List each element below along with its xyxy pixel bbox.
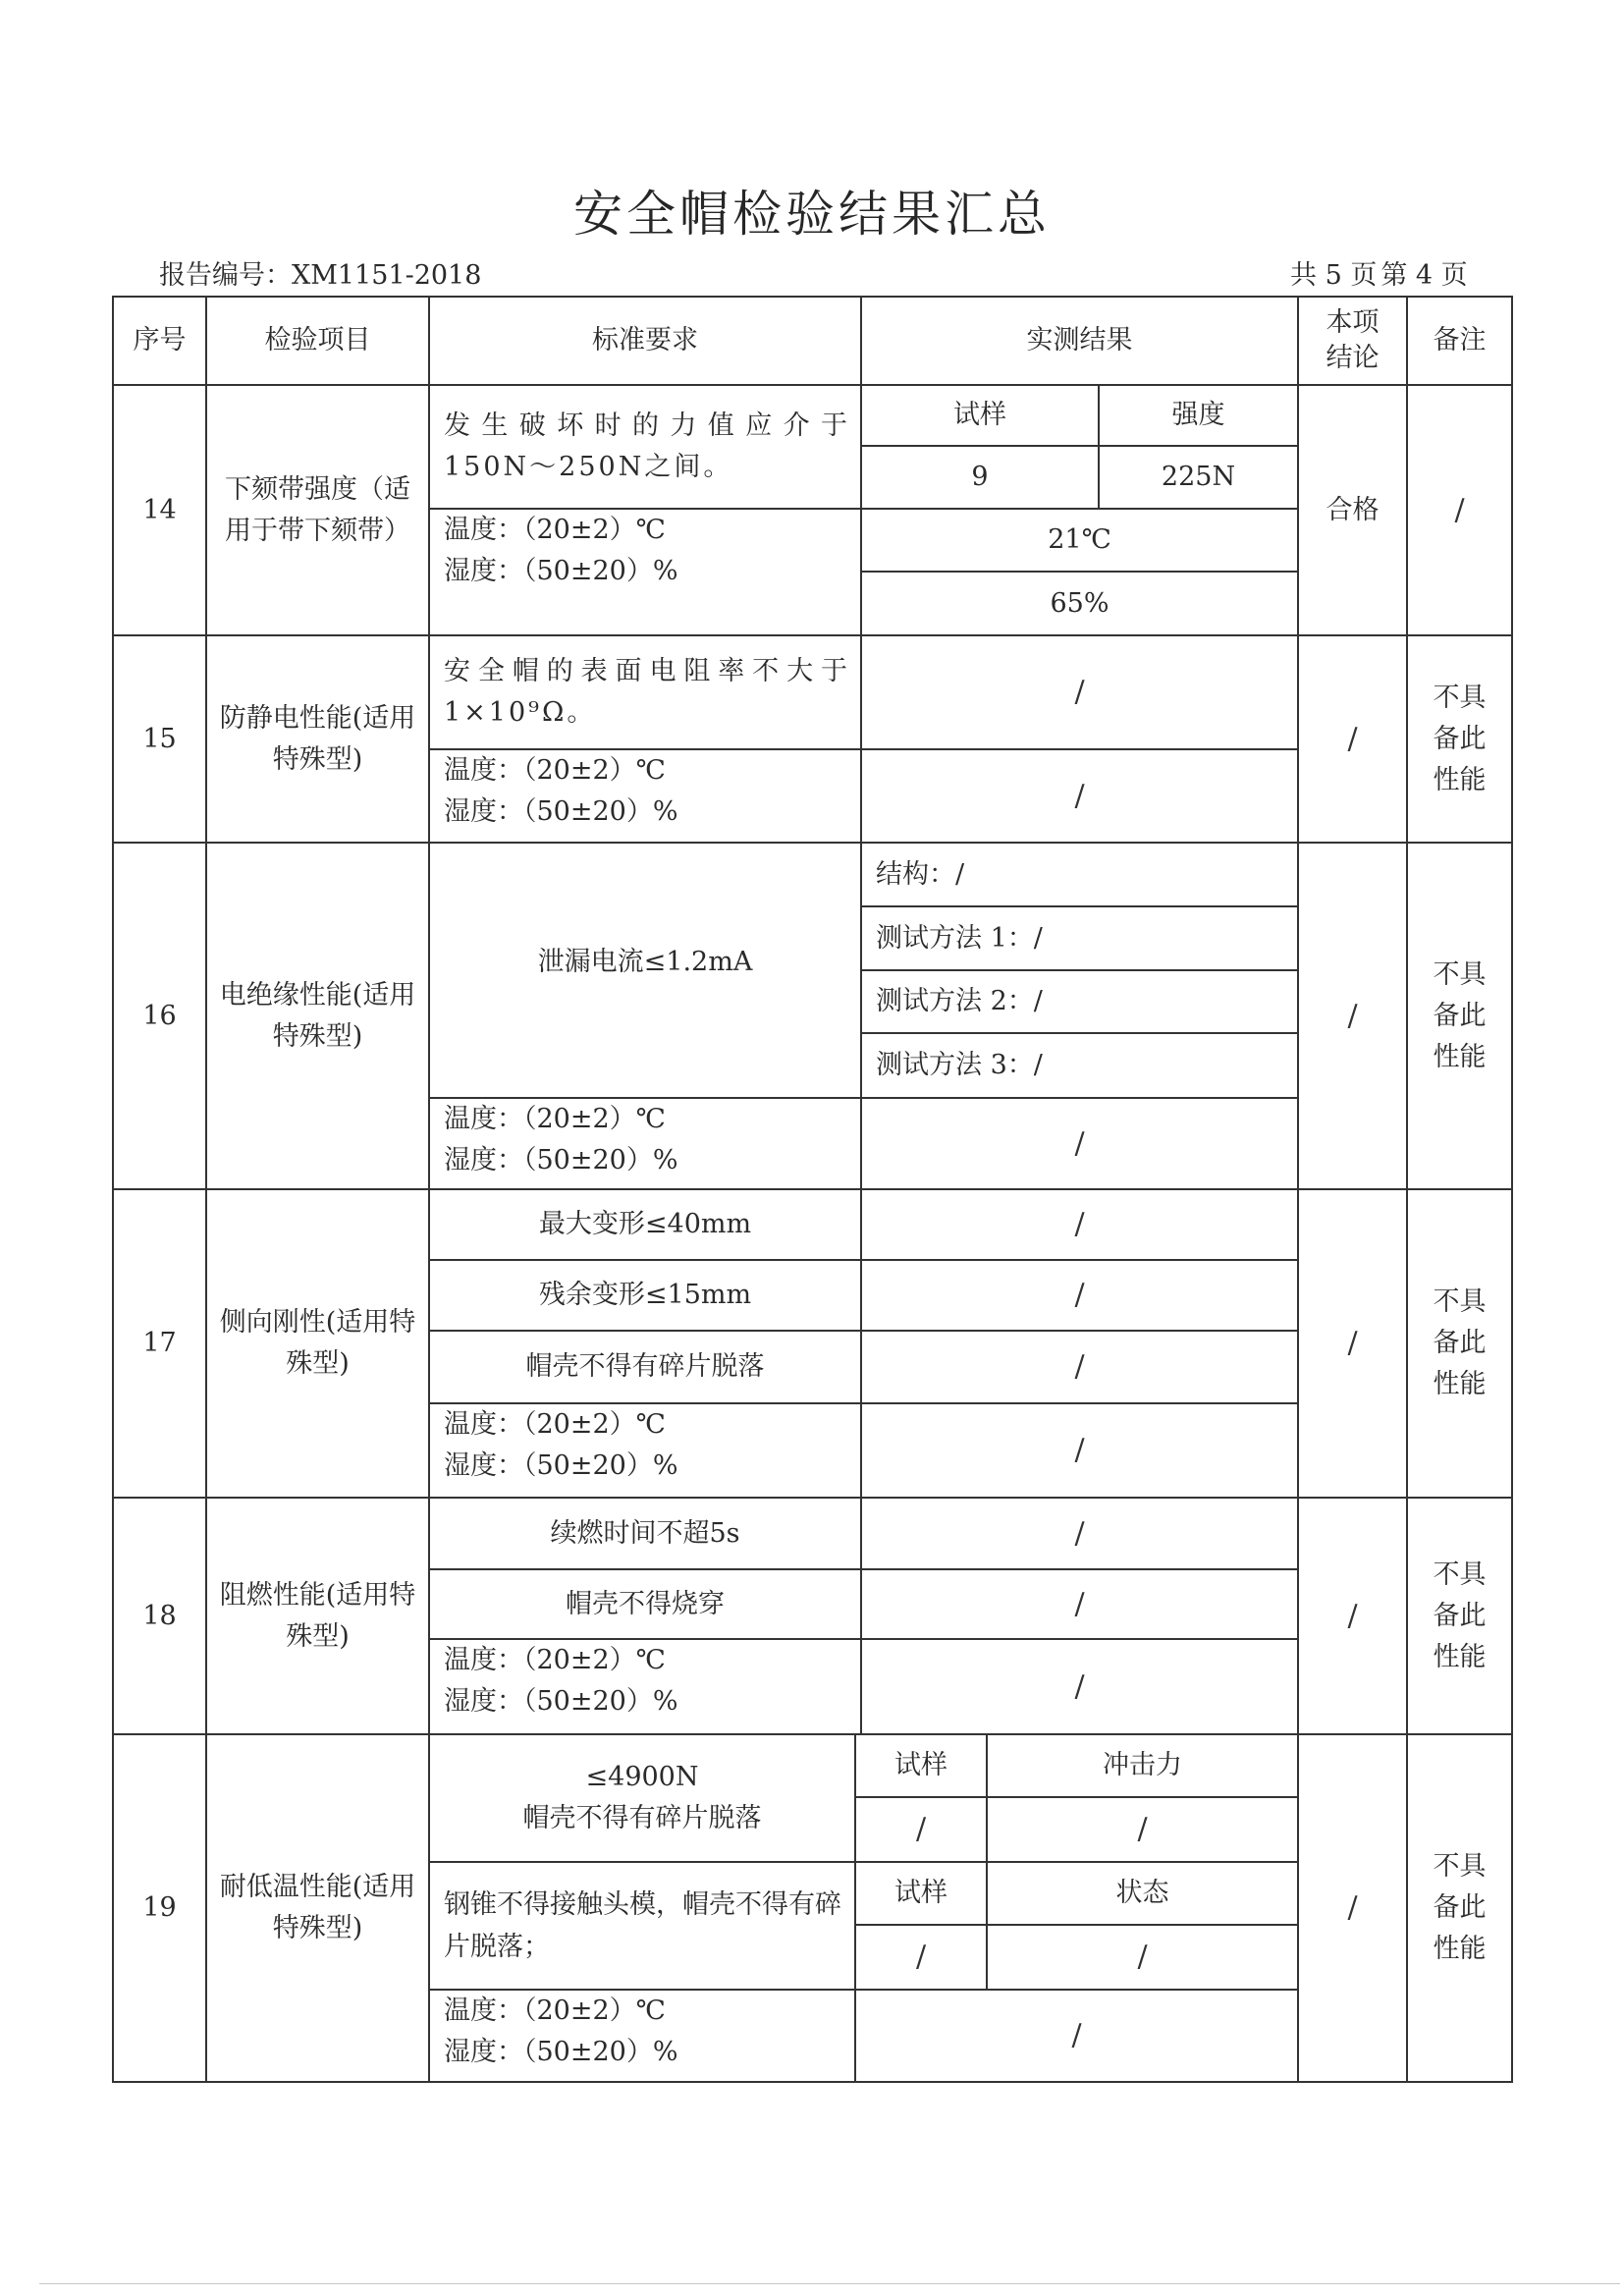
humid-label: 湿度：（50±20）% — [444, 1450, 678, 1481]
row17-std-residual-deform: 残余变形≤15mm — [428, 1259, 862, 1332]
row18-seq: 18 — [112, 1497, 207, 1735]
row18-result-1: / — [860, 1497, 1299, 1570]
temp-label: 温度：（20±2）℃ — [444, 1104, 666, 1134]
row16-env — [428, 1097, 862, 1190]
row18-remark: 不具备此性能 — [1406, 1497, 1513, 1735]
temp-label: 温度：（20±2）℃ — [444, 1645, 666, 1675]
row14-remark: / — [1406, 384, 1513, 636]
row19-impact-value: / — [986, 1796, 1299, 1863]
row14-env — [428, 508, 862, 636]
row14-standard: 发生破坏时的力值应介于150N～250N之间。 — [428, 384, 862, 510]
row19-std-cone: 钢锥不得接触头模，帽壳不得有碎片脱落； — [428, 1861, 856, 1991]
impact-limit: ≤4900N — [585, 1762, 699, 1792]
row18-conclusion: / — [1297, 1497, 1408, 1735]
row17-remark: 不具备此性能 — [1406, 1188, 1513, 1499]
page-current: 第 4 页 — [1380, 260, 1468, 291]
row15-result: / — [860, 634, 1299, 750]
row19-header-sample-1: 试样 — [854, 1733, 988, 1798]
row18-item: 阻燃性能(适用特殊型) — [205, 1497, 430, 1735]
row18-env — [428, 1638, 862, 1735]
row17-env — [428, 1402, 862, 1499]
row16-method3: 测试方法 3：/ — [860, 1032, 1299, 1099]
row19-header-sample-2: 试样 — [854, 1861, 988, 1926]
row17-result-2: / — [860, 1259, 1299, 1332]
row14-humid-result: 65% — [860, 571, 1299, 636]
row16-remark: 不具备此性能 — [1406, 842, 1513, 1190]
row16-method1: 测试方法 1：/ — [860, 905, 1299, 971]
row17-result-1: / — [860, 1188, 1299, 1261]
row19-env — [428, 1989, 856, 2083]
row16-seq: 16 — [112, 842, 207, 1190]
row17-seq: 17 — [112, 1188, 207, 1499]
row15-env — [428, 748, 862, 844]
row15-seq: 15 — [112, 634, 207, 844]
row19-conclusion: / — [1297, 1733, 1408, 2083]
row15-item: 防静电性能(适用特殊型) — [205, 634, 430, 844]
row14-sample: 9 — [860, 445, 1100, 510]
humid-label: 湿度：（50±20）% — [444, 2037, 678, 2067]
row19-seq: 19 — [112, 1733, 207, 2083]
row19-sample-2: / — [854, 1924, 988, 1991]
page-number — [1286, 253, 1468, 292]
row18-env-result: / — [860, 1638, 1299, 1735]
row14-item: 下颏带强度（适用于带下颏带） — [205, 384, 430, 636]
row19-header-impact: 冲击力 — [986, 1733, 1299, 1798]
row16-conclusion: / — [1297, 842, 1408, 1190]
page-bottom-rule — [39, 2283, 1620, 2284]
row19-std-impact — [428, 1733, 856, 1863]
header-standard: 标准要求 — [428, 296, 862, 386]
row16-method2: 测试方法 2：/ — [860, 969, 1299, 1034]
row18-std-afterflame: 续燃时间不超5s — [428, 1497, 862, 1570]
humid-label: 湿度：（50±20）% — [444, 556, 678, 586]
temp-label: 温度：（20±2）℃ — [444, 515, 666, 545]
row15-remark: 不具备此性能 — [1406, 634, 1513, 844]
row16-env-result: / — [860, 1097, 1299, 1190]
row18-std-no-burnthrough: 帽壳不得烧穿 — [428, 1568, 862, 1640]
row19-remark: 不具备此性能 — [1406, 1733, 1513, 2083]
header-remark: 备注 — [1406, 296, 1513, 386]
temp-label: 温度：（20±2）℃ — [444, 755, 666, 786]
page-total: 共 5 页 — [1290, 260, 1378, 291]
row19-header-state: 状态 — [986, 1861, 1299, 1926]
row15-conclusion: / — [1297, 634, 1408, 844]
row14-header-sample: 试样 — [860, 384, 1100, 447]
row17-std-no-debris: 帽壳不得有碎片脱落 — [428, 1330, 862, 1404]
row14-seq: 14 — [112, 384, 207, 636]
temp-label: 温度：（20±2）℃ — [444, 1995, 666, 2026]
row15-env-result: / — [860, 748, 1299, 844]
page-title: 安全帽检验结果汇总 — [573, 186, 1051, 243]
row19-item: 耐低温性能(适用特殊型) — [205, 1733, 430, 2083]
row17-conclusion: / — [1297, 1188, 1408, 1499]
no-debris: 帽壳不得有碎片脱落 — [522, 1803, 762, 1833]
row18-result-2: / — [860, 1568, 1299, 1640]
row15-standard: 安全帽的表面电阻率不大于1×10⁹Ω。 — [428, 634, 862, 750]
header-conclusion: 本项结论 — [1297, 296, 1408, 386]
row19-sample-1: / — [854, 1796, 988, 1863]
row17-env-result: / — [860, 1402, 1299, 1499]
row14-temp-result: 21℃ — [860, 508, 1299, 573]
row14-strength: 225N — [1098, 445, 1299, 510]
row17-result-3: / — [860, 1330, 1299, 1404]
row16-standard: 泄漏电流≤1.2mA — [428, 842, 862, 1099]
header-item: 检验项目 — [205, 296, 430, 386]
row19-state-value: / — [986, 1924, 1299, 1991]
humid-label: 湿度：（50±20）% — [444, 1686, 678, 1717]
row16-structure: 结构：/ — [860, 842, 1299, 907]
humid-label: 湿度：（50±20）% — [444, 796, 678, 827]
row17-item: 侧向刚性(适用特殊型) — [205, 1188, 430, 1499]
row16-item: 电绝缘性能(适用特殊型) — [205, 842, 430, 1190]
header-seq: 序号 — [112, 296, 207, 386]
row14-conclusion: 合格 — [1297, 384, 1408, 636]
temp-label: 温度：（20±2）℃ — [444, 1409, 666, 1440]
row17-std-max-deform: 最大变形≤40mm — [428, 1188, 862, 1261]
row19-env-result: / — [854, 1989, 1299, 2083]
row14-header-strength: 强度 — [1098, 384, 1299, 447]
header-result: 实测结果 — [860, 296, 1299, 386]
humid-label: 湿度：（50±20）% — [444, 1145, 678, 1175]
report-number: 报告编号：XM1151-2018 — [159, 260, 482, 291]
